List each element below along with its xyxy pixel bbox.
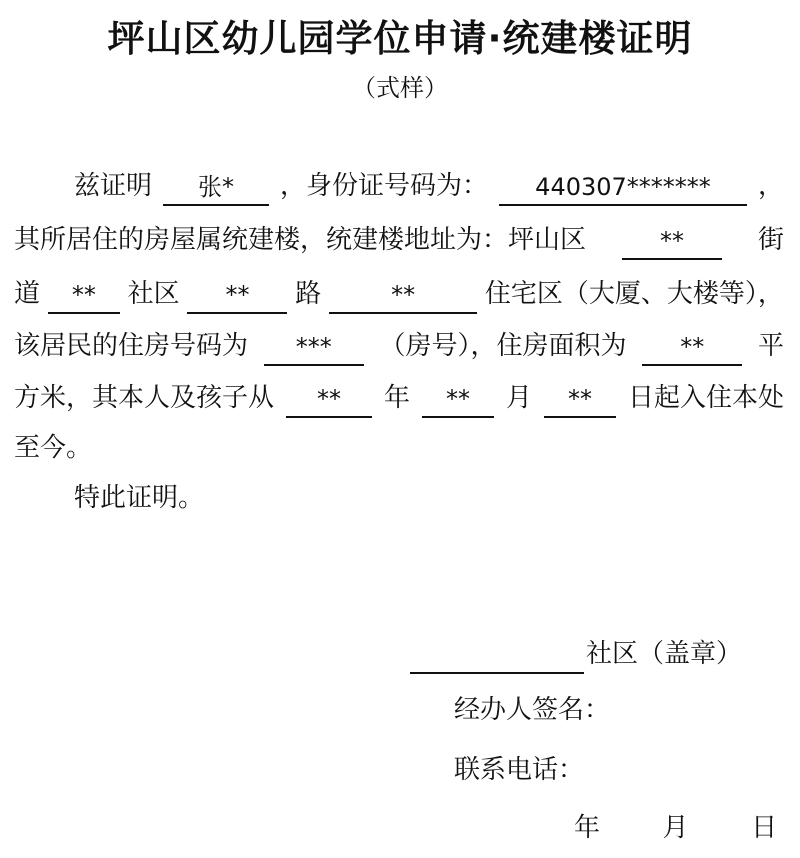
residence-blank: ** xyxy=(329,278,477,314)
text-street-end: 道 xyxy=(14,279,41,309)
room-number-blank: *** xyxy=(264,330,364,366)
document-title: 坪山区幼儿园学位申请·统建楼证明 xyxy=(107,17,693,60)
text-day-suffix: 日起入住本处 xyxy=(627,383,784,413)
text-road: 路 xyxy=(295,279,322,309)
text-id-label: ，身份证号码为： xyxy=(279,171,488,201)
date-month: 月 xyxy=(662,813,689,843)
text-area-unit: 平 xyxy=(757,331,784,361)
text-room-label: 该居民的住房号码为 xyxy=(14,331,249,361)
text-year: 年 xyxy=(383,383,410,413)
text-community: 社区 xyxy=(127,279,180,309)
text-area-label: （房号），住房面积为 xyxy=(379,331,627,361)
text-residence-suffix: 住宅区（大厦、大楼等）， xyxy=(484,279,784,309)
month-blank: ** xyxy=(422,382,494,418)
document-subtitle: （式样） xyxy=(352,74,448,102)
handler-signature: 经办人签名： xyxy=(454,695,611,725)
text-prefix: 兹证明 xyxy=(74,171,153,201)
closing-text: 特此证明。 xyxy=(74,483,205,513)
text-since-label: 方米，其本人及孩子从 xyxy=(14,383,275,413)
subdistrict-blank: ** xyxy=(48,278,120,314)
text-address-intro: 其所居住的房屋属统建楼，统建楼地址为：坪山区 xyxy=(14,225,587,255)
community-stamp xyxy=(410,634,742,674)
text-month: 月 xyxy=(505,383,532,413)
text-street-suffix: 街 xyxy=(757,225,784,255)
paragraph-line-4 xyxy=(14,326,784,366)
day-blank: ** xyxy=(544,382,616,418)
street-blank: ** xyxy=(622,224,722,260)
road-blank: ** xyxy=(187,278,287,314)
date-line xyxy=(574,808,777,848)
paragraph-line-6: 至今。 xyxy=(14,433,93,463)
name-blank: 张* xyxy=(163,170,269,206)
contact-phone: 联系电话： xyxy=(454,755,585,785)
stamp-label: 社区（盖章） xyxy=(586,639,743,669)
id-number-blank: 440307******* xyxy=(499,170,747,206)
year-blank: ** xyxy=(286,382,372,418)
paragraph-line-2 xyxy=(14,220,784,260)
date-year: 年 xyxy=(574,813,601,843)
paragraph-line-5 xyxy=(14,378,784,418)
community-name-line xyxy=(410,644,584,674)
closing-statement xyxy=(74,478,784,518)
paragraph-line-3 xyxy=(14,274,784,314)
date-day: 日 xyxy=(751,813,778,843)
area-blank: ** xyxy=(642,330,742,366)
paragraph-line-1 xyxy=(74,166,784,206)
text-comma: ， xyxy=(757,171,784,201)
